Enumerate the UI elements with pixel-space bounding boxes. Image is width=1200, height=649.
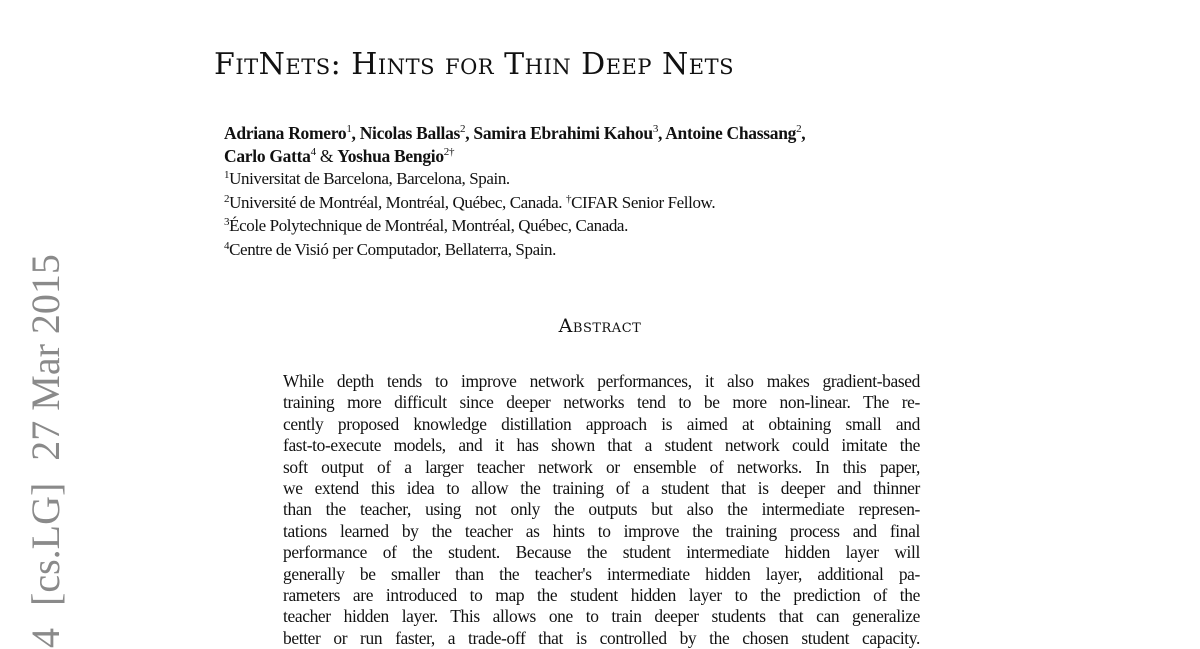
affiliation-mark: 2 — [224, 192, 230, 205]
author-name: Adriana Romero — [224, 123, 347, 143]
paper-title: FitNets: Hints for Thin Deep Nets — [214, 47, 735, 82]
abstract-heading: Abstract — [558, 315, 642, 337]
abstract-line: tations learned by the teacher as hints to improve the training process and final — [283, 520, 920, 541]
arxiv-category: [cs.LG] — [23, 482, 68, 606]
affiliation — [224, 238, 715, 262]
author-name: Samira Ebrahimi Kahou — [473, 123, 653, 143]
author-separator: , — [658, 123, 666, 143]
affiliation-text: École Polytechnique de Montréal, Montréal, Québec, Canada. — [229, 216, 628, 235]
author-name: Carlo Gatta — [224, 146, 311, 166]
abstract-line: training more difficult since deeper networks tend to be more non-linear. The re- — [283, 392, 920, 413]
affiliation-mark: 3 — [224, 216, 230, 228]
author — [473, 123, 665, 143]
author-name: Antoine Chassang — [665, 123, 797, 143]
abstract-line: than the teacher, using not only the outputs but also the intermediate represen- — [283, 499, 920, 520]
abstract-line: better or run faster, a trade-off that is controlled by the chosen student capacity. — [283, 627, 920, 648]
affiliation-extra-text: CIFAR Senior Fellow. — [571, 192, 716, 212]
affiliation — [224, 167, 715, 191]
affiliation — [224, 214, 715, 238]
abstract-body — [283, 371, 920, 649]
affiliation-text: Centre de Visió per Computador, Bellaterra, Spain. — [229, 239, 556, 259]
author-affil-mark: 3 — [652, 123, 659, 135]
author — [360, 123, 474, 143]
author-separator: , — [801, 123, 806, 143]
author-name: Yoshua Bengio — [337, 146, 444, 166]
affiliation — [224, 191, 715, 215]
author-separator: , — [351, 123, 360, 143]
abstract-line: soft output of a larger teacher network or ensemble of networks. In this paper, — [283, 456, 920, 477]
author-affil-mark: 2 — [460, 123, 466, 135]
arxiv-stamp — [22, 254, 70, 648]
affiliation-extra-mark: † — [566, 192, 572, 205]
abstract-line: While depth tends to improve network performances, it also makes gradient-based — [283, 371, 920, 391]
author — [665, 123, 805, 143]
affiliation-mark: 1 — [224, 169, 230, 181]
abstract-line: fast-to-execute models, and it has shown that a student network could imitate the — [283, 435, 920, 456]
affiliation-text: Université de Montréal, Montréal, Québec, Canada. — [229, 192, 566, 212]
abstract-line: performance of the student. Because the student intermediate hidden layer will — [283, 542, 920, 563]
author — [337, 146, 454, 166]
author-affil-mark: 1 — [346, 123, 352, 135]
author-affil-mark: 4 — [310, 146, 316, 158]
arxiv-date: 27 Mar 2015 — [23, 254, 68, 461]
abstract-line: rameters are introduced to map the student hidden layer to the prediction of the — [283, 584, 920, 605]
author-affil-mark: 2 — [796, 123, 802, 135]
author — [224, 123, 360, 143]
affiliation-mark: 4 — [224, 239, 230, 252]
author — [224, 146, 337, 166]
author-affil-mark: 2† — [443, 146, 455, 158]
arxiv-id-partial: 4 — [23, 628, 68, 648]
affiliation-list — [224, 167, 715, 261]
author-name: Nicolas Ballas — [359, 123, 461, 143]
author-separator: & — [315, 146, 338, 166]
affiliation-text: Universitat de Barcelona, Barcelona, Spain. — [229, 169, 510, 188]
author-separator: , — [465, 123, 474, 143]
author-list — [224, 122, 805, 168]
abstract-line: we extend this idea to allow the training of a student that is deeper and thinner — [283, 477, 920, 498]
abstract-line: teacher hidden layer. This allows one to train deeper students that can generalize — [283, 606, 920, 627]
abstract-line: generally be smaller than the teacher's intermediate hidden layer, additional pa- — [283, 563, 920, 584]
abstract-line: cently proposed knowledge distillation approach is aimed at obtaining small and — [283, 413, 920, 434]
